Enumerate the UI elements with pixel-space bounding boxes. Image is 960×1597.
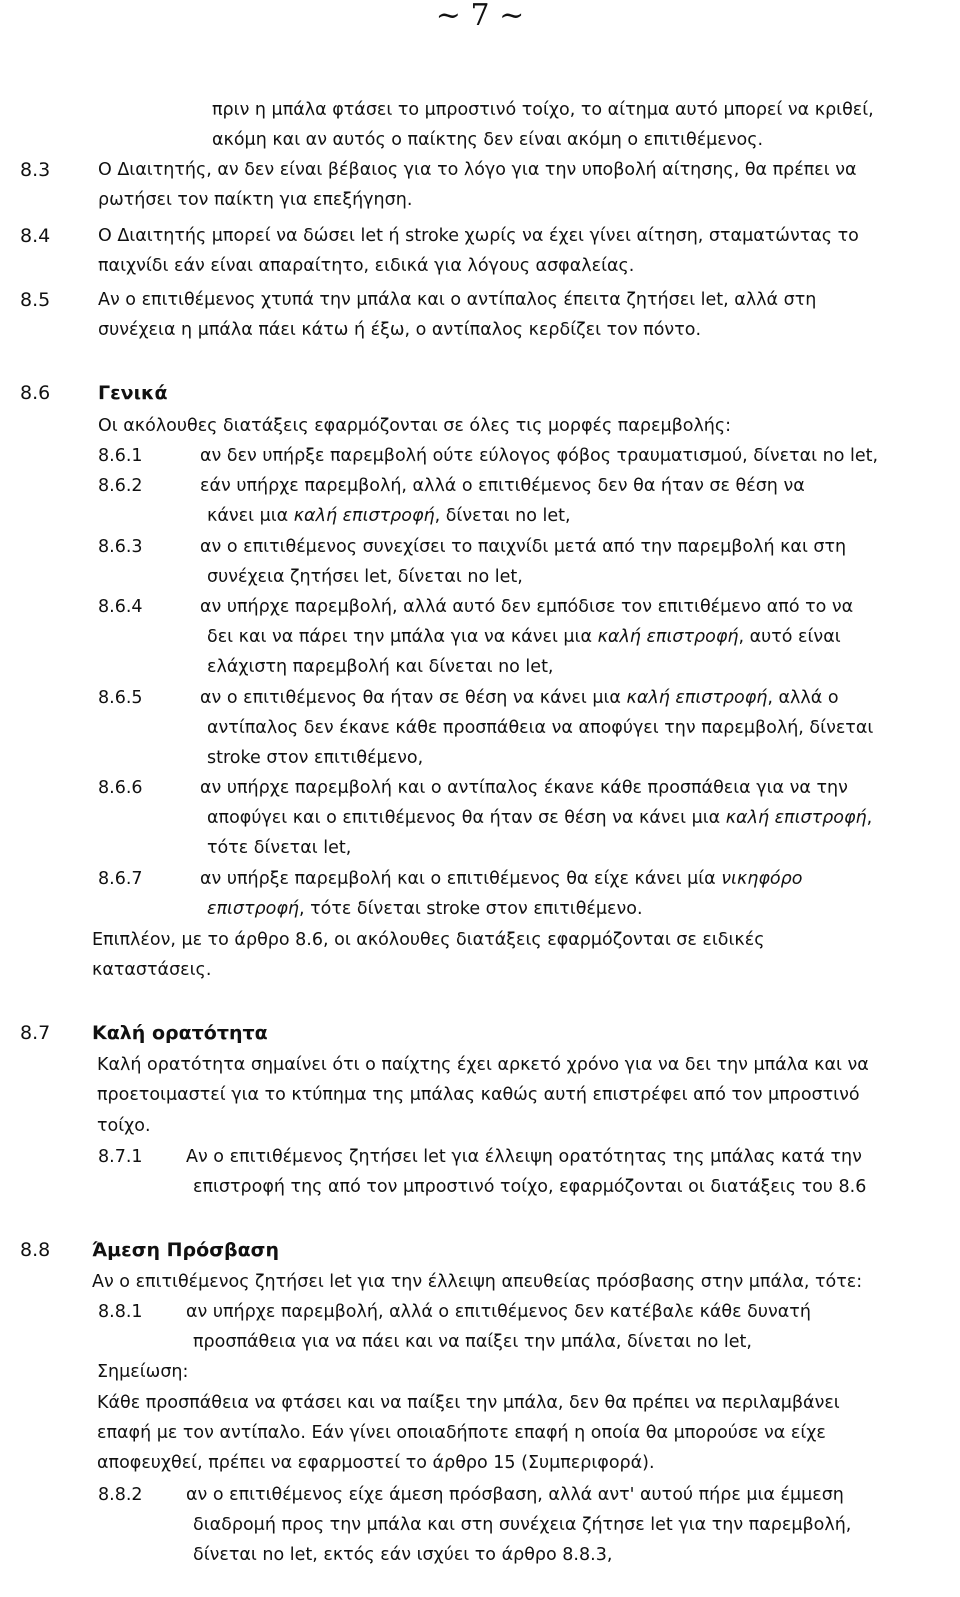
- item-8-6-6-line-3: τότε δίνεται let,: [207, 838, 352, 858]
- item-8-8-2-line-3: δίνεται no let, εκτός εάν ισχύει το άρθρο 8.8.3,: [193, 1545, 613, 1565]
- section-number-8-7: 8.7: [20, 1022, 51, 1044]
- section-8-3-line-1: Ο Διαιτητής, αν δεν είναι βέβαιος για το λόγο για την υποβολή αίτησης, θα πρέπει να: [98, 160, 857, 180]
- item-number-8-8-1: 8.8.1: [98, 1302, 143, 1322]
- section-number-8-5: 8.5: [20, 289, 51, 311]
- item-8-6-2-line-2: κάνει μια καλή επιστροφή, δίνεται no let,: [207, 506, 571, 526]
- italic-term: επιστροφή: [207, 899, 299, 919]
- item-8-6-6-line-1: αν υπήρχε παρεμβολή και ο αντίπαλος έκανε κάθε προσπάθεια για να την: [200, 778, 848, 798]
- item-8-7-1-line-2: επιστροφή της από τον μπροστινό τοίχο, εφαρμόζονται οι διατάξεις του 8.6: [193, 1177, 867, 1197]
- item-8-7-1-line-1: Αν ο επιτιθέμενος ζητήσει let για έλλειψη ορατότητας της μπάλας κατά την: [186, 1147, 862, 1167]
- section-number-8-3: 8.3: [20, 159, 51, 181]
- item-number-8-6-7: 8.6.7: [98, 869, 143, 889]
- section-number-8-6: 8.6: [20, 382, 51, 404]
- page-number: ~ 7 ~: [435, 0, 525, 33]
- item-8-6-4-line-3: ελάχιστη παρεμβολή και δίνεται no let,: [207, 657, 554, 677]
- section-8-7-line-3: τοίχο.: [97, 1116, 151, 1136]
- section-8-7-title: Καλή ορατότητα: [92, 1022, 268, 1044]
- item-8-6-5-line-2: αντίπαλος δεν έκανε κάθε προσπάθεια να αποφύγει την παρεμβολή, δίνεται: [207, 718, 874, 738]
- section-number-8-4: 8.4: [20, 225, 51, 247]
- item-8-6-3-line-1: αν ο επιτιθέμενος συνεχίσει το παιχνίδι μετά από την παρεμβολή και στη: [200, 537, 847, 557]
- section-8-6-outro-line-1: Επιπλέον, με το άρθρο 8.6, οι ακόλουθες διατάξεις εφαρμόζονται σε ειδικές: [92, 930, 765, 950]
- italic-term: νικηφόρο: [721, 869, 803, 889]
- item-8-6-1-line-1: αν δεν υπήρξε παρεμβολή ούτε εύλογος φόβος τραυματισμού, δίνεται no let,: [200, 446, 879, 466]
- item-number-8-7-1: 8.7.1: [98, 1147, 143, 1167]
- section-8-8-intro: Αν ο επιτιθέμενος ζητήσει let για την έλλειψη απευθείας πρόσβασης στην μπάλα, τότε:: [92, 1272, 863, 1292]
- italic-term: καλή επιστροφή: [597, 627, 739, 647]
- intro-line-1: πριν η μπάλα φτάσει το μπροστινό τοίχο, το αίτημα αυτό μπορεί να κριθεί,: [212, 100, 874, 120]
- item-8-6-6-line-2: αποφύγει και ο επιτιθέμενος θα ήταν σε θέση να κάνει μια καλή επιστροφή,: [207, 808, 873, 828]
- item-8-8-1-line-1: αν υπήρχε παρεμβολή, αλλά ο επιτιθέμενος δεν κατέβαλε κάθε δυνατή: [186, 1302, 811, 1322]
- note-line-1: Κάθε προσπάθεια να φτάσει και να παίξει την μπάλα, δεν θα πρέπει να περιλαμβάνει: [97, 1393, 840, 1413]
- item-8-6-2-line-1: εάν υπήρχε παρεμβολή, αλλά ο επιτιθέμενος δεν θα ήταν σε θέση να: [200, 476, 805, 496]
- section-number-8-8: 8.8: [20, 1239, 51, 1261]
- item-number-8-6-2: 8.6.2: [98, 476, 143, 496]
- section-8-7-line-1: Καλή ορατότητα σημαίνει ότι ο παίχτης έχει αρκετό χρόνο για να δει την μπάλα και να: [97, 1055, 869, 1075]
- item-8-6-5-line-1: αν ο επιτιθέμενος θα ήταν σε θέση να κάνει μια καλή επιστροφή, αλλά ο: [200, 688, 839, 708]
- item-8-8-2-line-2: διαδρομή προς την μπάλα και στη συνέχεια ζήτησε let για την παρεμβολή,: [193, 1515, 852, 1535]
- section-8-4-line-2: παιχνίδι εάν είναι απαραίτητο, ειδικά για λόγους ασφαλείας.: [98, 256, 635, 276]
- note-label: Σημείωση:: [97, 1362, 189, 1382]
- item-8-6-3-line-2: συνέχεια ζητήσει let, δίνεται no let,: [207, 567, 523, 587]
- section-8-7-line-2: προετοιμαστεί για το κτύπημα της μπάλας καθώς αυτή επιστρέφει από τον μπροστινό: [97, 1085, 860, 1105]
- section-8-5-line-2: συνέχεια η μπάλα πάει κάτω ή έξω, ο αντίπαλος κερδίζει τον πόντο.: [98, 320, 702, 340]
- italic-term: καλή επιστροφή: [725, 808, 867, 828]
- item-8-8-2-line-1: αν ο επιτιθέμενος είχε άμεση πρόσβαση, αλλά αντ' αυτού πήρε μια έμμεση: [186, 1485, 844, 1505]
- item-number-8-6-4: 8.6.4: [98, 597, 143, 617]
- item-number-8-6-6: 8.6.6: [98, 778, 143, 798]
- note-line-2: επαφή με τον αντίπαλο. Εάν γίνει οποιαδήποτε επαφή η οποία θα μπορούσε να είχε: [97, 1423, 826, 1443]
- item-number-8-8-2: 8.8.2: [98, 1485, 143, 1505]
- section-8-6-intro: Οι ακόλουθες διατάξεις εφαρμόζονται σε όλες τις μορφές παρεμβολής:: [98, 416, 732, 436]
- section-8-4-line-1: Ο Διαιτητής μπορεί να δώσει let ή stroke χωρίς να έχει γίνει αίτηση, σταματώντας το: [98, 226, 859, 246]
- section-8-8-title: Άμεση Πρόσβαση: [92, 1239, 279, 1261]
- section-8-6-outro-line-2: καταστάσεις.: [92, 960, 212, 980]
- item-8-6-7-line-1: αν υπήρξε παρεμβολή και ο επιτιθέμενος θα είχε κάνει μία νικηφόρο: [200, 869, 803, 889]
- section-8-5-line-1: Αν ο επιτιθέμενος χτυπά την μπάλα και ο αντίπαλος έπειτα ζητήσει let, αλλά στη: [98, 290, 817, 310]
- item-8-6-4-line-1: αν υπήρχε παρεμβολή, αλλά αυτό δεν εμπόδισε τον επιτιθέμενο από το να: [200, 597, 854, 617]
- item-number-8-6-3: 8.6.3: [98, 537, 143, 557]
- item-8-6-7-line-2: επιστροφή, τότε δίνεται stroke στον επιτιθέμενο.: [207, 899, 643, 919]
- item-8-6-5-line-3: stroke στον επιτιθέμενο,: [207, 748, 424, 768]
- item-8-6-4-line-2: δει και να πάρει την μπάλα για να κάνει μια καλή επιστροφή, αυτό είναι: [207, 627, 841, 647]
- intro-line-2: ακόμη και αν αυτός ο παίκτης δεν είναι ακόμη ο επιτιθέμενος.: [212, 130, 764, 150]
- note-line-3: αποφευχθεί, πρέπει να εφαρμοστεί το άρθρο 15 (Συμπεριφορά).: [97, 1453, 655, 1473]
- section-8-6-title: Γενικά: [98, 382, 168, 404]
- item-number-8-6-1: 8.6.1: [98, 446, 143, 466]
- section-8-3-line-2: ρωτήσει τον παίκτη για επεξήγηση.: [98, 190, 413, 210]
- item-8-8-1-line-2: προσπάθεια για να πάει και να παίξει την μπάλα, δίνεται no let,: [193, 1332, 752, 1352]
- italic-term: καλή επιστροφή: [626, 688, 768, 708]
- italic-term: καλή επιστροφή: [293, 506, 435, 526]
- item-number-8-6-5: 8.6.5: [98, 688, 143, 708]
